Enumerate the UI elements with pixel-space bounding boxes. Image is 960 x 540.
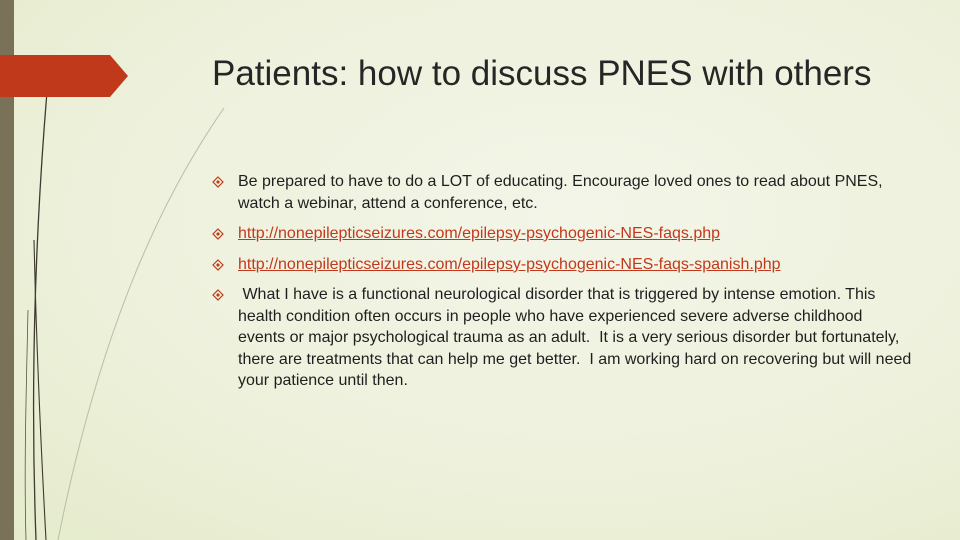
- list-item: [212, 223, 912, 245]
- bullet-list: [212, 171, 916, 401]
- bullet-text: What I have is a functional neurological disorder that is triggered by intense emotion. This health condition often occurs in people who have experienced severe adverse childhood events or major psychological trauma as an adult. It is a very serious disorder but fortunately, there are treatments that can help me get better. I am working hard on recovering but will need your patience until then.: [238, 286, 916, 389]
- diamond-bullet-icon: [212, 289, 224, 301]
- faq-spanish-link[interactable]: http://nonepilepticseizures.com/epilepsy-psychogenic-NES-faqs-spanish.php: [238, 255, 781, 273]
- diamond-bullet-icon: [212, 259, 224, 271]
- diamond-bullet-icon: [212, 176, 224, 188]
- list-item: [212, 284, 916, 392]
- faq-link[interactable]: http://nonepilepticseizures.com/epilepsy-psychogenic-NES-faqs.php: [238, 225, 721, 242]
- list-item: [212, 254, 912, 276]
- bullet-text: Be prepared to have to do a LOT of educating. Encourage loved ones to read about PNES, watch a webinar, attend a conference, etc.: [238, 173, 883, 212]
- arrow-pentagon-icon: [0, 55, 130, 97]
- list-item: [212, 171, 912, 214]
- diamond-bullet-icon: [212, 228, 224, 240]
- slide-title: Patients: how to discuss PNES with others: [212, 54, 872, 93]
